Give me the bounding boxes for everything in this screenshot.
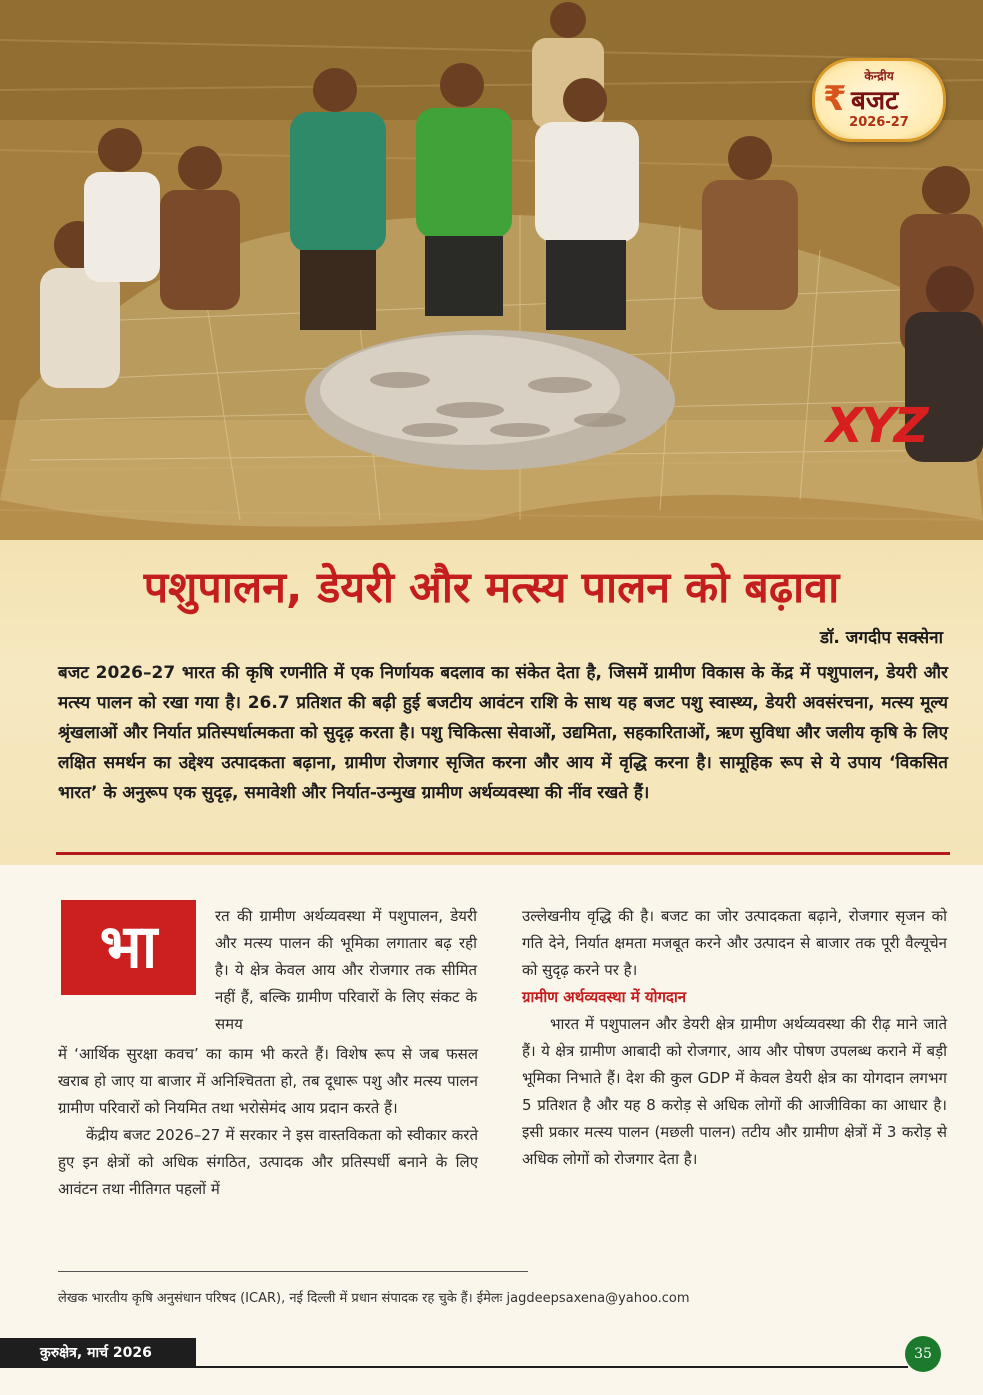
badge-top-text: केन्द्रीय (864, 69, 894, 83)
budget-badge (812, 58, 946, 142)
intro-first-text: रत की ग्रामीण अर्थव्यवस्था में पशुपालन, डेयरी और मत्स्य पालन की भूमिका लगातार बढ़ रही है। ये क्षेत्र केवल आय और रोजगार तक सीमित नहीं हैं, बल्कि ग्रामीण परिवारों के लिए संकट के समय (215, 907, 477, 1033)
badge-main-text: बजट (851, 86, 899, 116)
article-title: पशुपालन, डेयरी और मत्स्य पालन को बढ़ावा (143, 563, 840, 613)
paragraph-2: केंद्रीय बजट 2026–27 में सरकार ने इस वास्तविकता को स्वीकार करते हुए इन क्षेत्रों को अधिक संगठित, उत्पादक और प्रतिस्पर्धी बनाने के लिए आवंटन तथा नीतिगत पहलों में (58, 1126, 478, 1198)
right-column (522, 903, 947, 1173)
footnote-divider (58, 1271, 528, 1272)
article-author: डॉ. जगदीप सक्सेना (819, 628, 943, 648)
watermark-logo: XYZ (826, 398, 927, 454)
footer-rule (196, 1366, 908, 1368)
intro-rest-text: में ‘आर्थिक सुरक्षा कवच’ का काम भी करते हैं। विशेष रूप से जब फसल खराब हो जाए या बाजार में अनिश्चितता हो, तब दूधारू पशु और मत्स्य पालन ग्रामीण परिवारों को नियमित तथा भरोसेमंद आय प्रदान करते हैं। (58, 1045, 478, 1117)
hero-photo (0, 0, 983, 540)
intro-first-lines (215, 903, 477, 1038)
page-number: 35 (905, 1336, 941, 1372)
left-column (58, 1041, 478, 1203)
drop-cap: भा (61, 900, 196, 995)
section-subheading: ग्रामीण अर्थव्यवस्था में योगदान (522, 988, 687, 1006)
right-paragraph-2: भारत में पशुपालन और डेयरी क्षेत्र ग्रामीण अर्थव्यवस्था की रीढ़ माने जाते हैं। ये क्षेत्र ग्रामीण आबादी को रोजगार, आय और पोषण उपलब्ध कराने में बड़ी भूमिका निभाते हैं। देश की कुल GDP में केवल डेयरी क्षेत्र का योगदान लगभग 5 प्रतिशत है और यह 8 करोड़ से अधिक लोगों की आजीविका का आधार है। इसी प्रकार मत्स्य पालन (मछली पालन) तटीय और ग्रामीण क्षेत्रों में 3 करोड़ से अधिक लोगों को रोजगार देता है। (522, 1015, 947, 1168)
badge-year: 2026-27 (849, 115, 909, 130)
author-footnote: लेखक भारतीय कृषि अनुसंधान परिषद (ICAR), नई दिल्ली में प्रधान संपादक रह चुके हैं। ईमेलः jagdeepsaxena@yahoo.com (58, 1291, 690, 1306)
article-abstract: बजट 2026–27 भारत की कृषि रणनीति में एक निर्णायक बदलाव का संकेत देता है, जिसमें ग्रामीण विकास के केंद्र में पशुपालन, डेयरी और मत्स्य पालन को रखा गया है। 26.7 प्रतिशत की बढ़ी हुई बजटीय आवंटन राशि के साथ यह बजट पशु स्वास्थ्य, डेयरी अवसंरचना, मत्स्य मूल्य श्रृंखलाओं और निर्यात प्रतिस्पर्धात्मकता को सुदृढ़ करता है। पशु चिकित्सा सेवाओं, उद्यमिता, सहकारिताओं, ऋण सुविधा और जलीय कृषि के लिए लक्षित समर्थन का उद्देश्य उत्पादकता बढ़ाना, ग्रामीण रोजगार सृजित करना और आय में वृद्धि करना है। सामूहिक रूप से ये उपाय ‘विकसित भारत’ के अनुरूप एक सुदृढ़, समावेशी और निर्यात-उन्मुख ग्रामीण अर्थव्यवस्था की नींव रखते हैं। (58, 663, 948, 803)
abstract-divider (56, 852, 950, 855)
magazine-name: कुरुक्षेत्र, मार्च 2026 (0, 1338, 196, 1368)
rupee-icon: ₹ (823, 79, 847, 119)
right-paragraph-1: उल्लेखनीय वृद्धि की है। बजट का जोर उत्पादकता बढ़ाने, रोजगार सृजन को गति देने, निर्यात क्षमता मजबूत करने और उत्पादन से बाजार तक पूरी वैल्यूचेन को सुदृढ़ करने पर है। (522, 907, 947, 979)
